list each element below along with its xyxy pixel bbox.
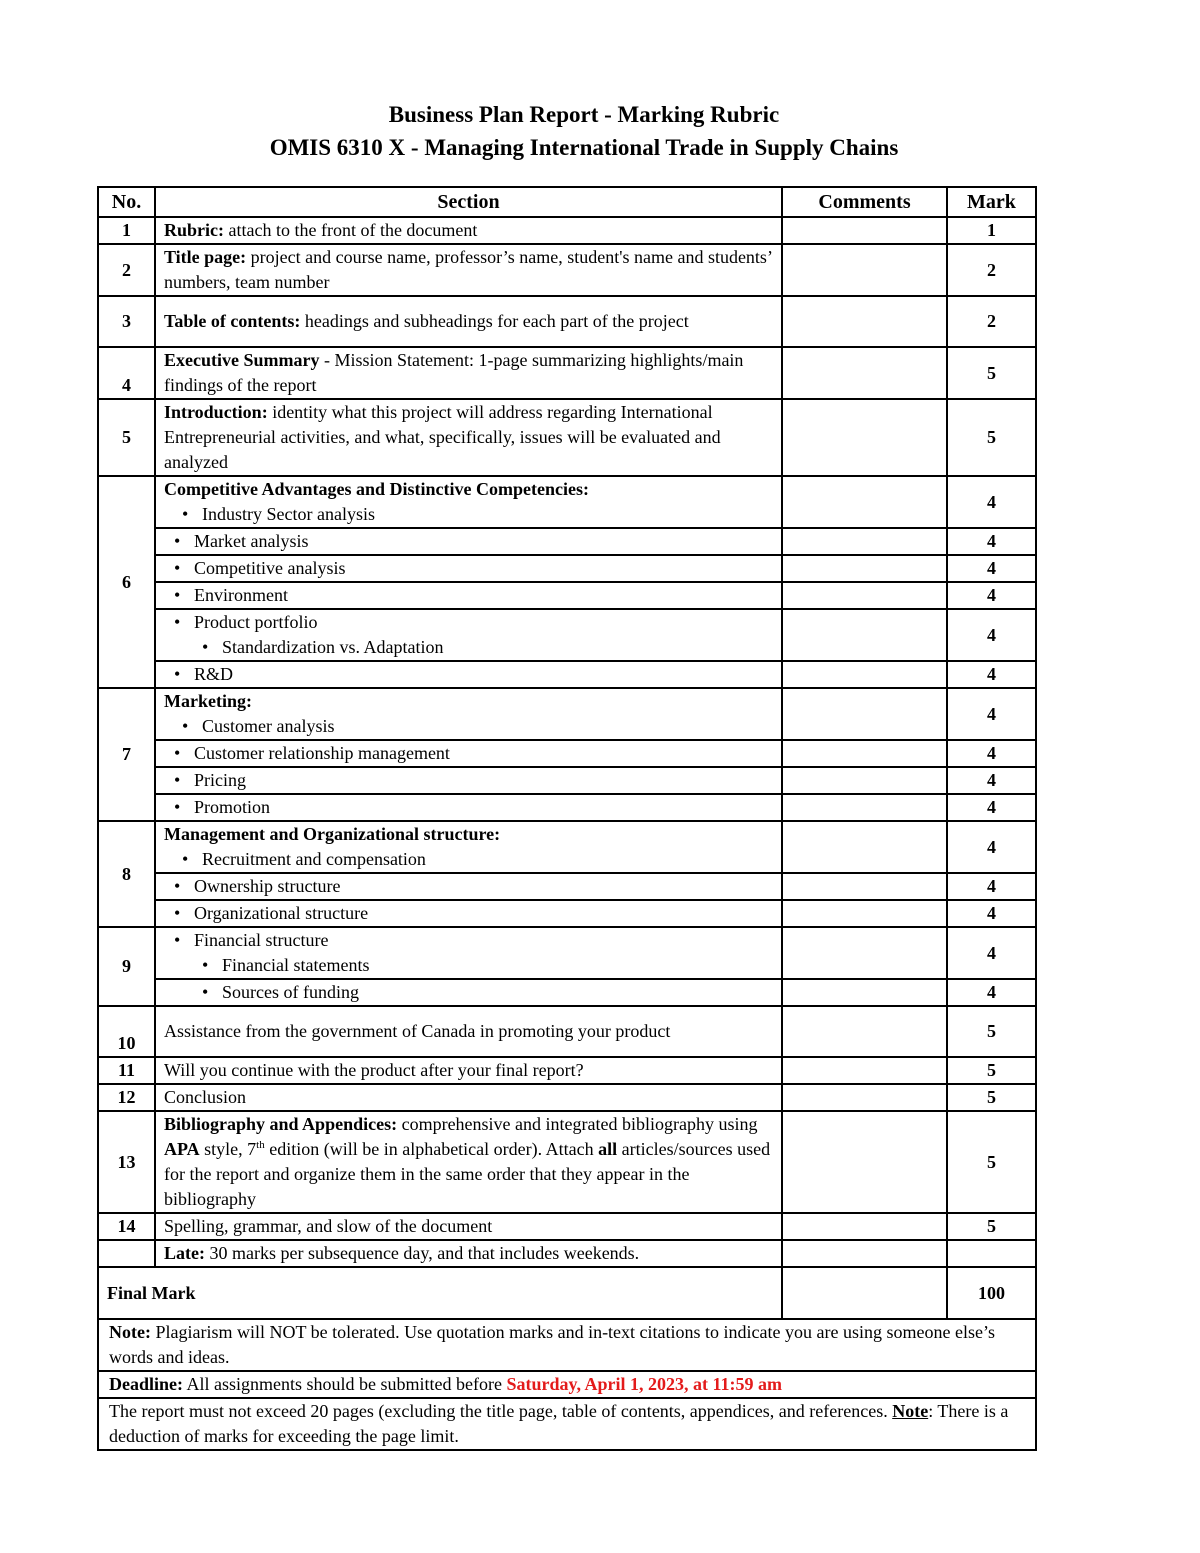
list-item: • Pricing — [155, 767, 782, 794]
list-item: • Product portfolio — [156, 610, 781, 635]
section-cell: Introduction: identity what this project will address regarding International Entrepreneurial activities, and what, specifically, issues will be evaluated and analyzed — [155, 399, 782, 476]
comments-cell — [782, 296, 947, 347]
table-row — [98, 688, 1036, 740]
section-cell: Conclusion — [155, 1084, 782, 1111]
title-line-1: Business Plan Report - Marking Rubric — [388, 102, 780, 127]
comments-cell — [782, 661, 947, 688]
section-cell — [155, 609, 782, 661]
mark-cell: 4 — [947, 740, 1036, 767]
mark-cell: 4 — [947, 528, 1036, 555]
list-item: • Standardization vs. Adaptation — [156, 635, 781, 660]
mark-cell: 4 — [947, 476, 1036, 528]
section-cell — [155, 821, 782, 873]
comments-cell — [782, 740, 947, 767]
mark-cell: 5 — [947, 1057, 1036, 1084]
mark-cell: 4 — [947, 794, 1036, 821]
list-item: • Organizational structure — [155, 900, 782, 927]
comments-cell — [782, 1213, 947, 1240]
table-row — [98, 1084, 1036, 1111]
mark-cell: 4 — [947, 927, 1036, 979]
page-limit-note: The report must not exceed 20 pages (excluding the title page, table of contents, appendices, and references. Note: There is a deduction of marks for exceeding the page limit. — [98, 1398, 1036, 1450]
header-mark: Mark — [947, 187, 1036, 217]
row-number: 4 — [98, 347, 155, 399]
comments-cell — [782, 609, 947, 661]
list-item: • Promotion — [155, 794, 782, 821]
mark-cell: 5 — [947, 1213, 1036, 1240]
section-cell — [155, 476, 782, 528]
table-row — [98, 1213, 1036, 1240]
header-section: Section — [155, 187, 782, 217]
list-item: • Customer relationship management — [155, 740, 782, 767]
table-row — [98, 900, 1036, 927]
table-row — [98, 767, 1036, 794]
list-item: • Financial statements — [156, 953, 781, 978]
table-row — [98, 794, 1036, 821]
table-row — [98, 821, 1036, 873]
mark-cell: 4 — [947, 555, 1036, 582]
section-cell: Rubric: attach to the front of the document — [155, 217, 782, 244]
comments-cell — [782, 347, 947, 399]
table-row — [98, 979, 1036, 1006]
comments-cell — [782, 555, 947, 582]
page-limit-row — [98, 1398, 1036, 1450]
late-row — [98, 1240, 1036, 1267]
mark-cell: 2 — [947, 296, 1036, 347]
list-item: • Market analysis — [155, 528, 782, 555]
mark-cell: 4 — [947, 688, 1036, 740]
final-mark-row — [98, 1267, 1036, 1319]
comments-cell — [782, 979, 947, 1006]
plagiarism-note: Note: Plagiarism will NOT be tolerated. Use quotation marks and in-text citations to indicate you are using someone else’s words and ideas. — [98, 1319, 1036, 1371]
mark-cell: 4 — [947, 821, 1036, 873]
table-row — [98, 740, 1036, 767]
mark-cell: 1 — [947, 217, 1036, 244]
comments-cell — [782, 528, 947, 555]
deadline-note: Deadline: All assignments should be submitted before Saturday, April 1, 2023, at 11:59 am — [98, 1371, 1036, 1398]
row-number: 7 — [98, 688, 155, 821]
comments-cell — [782, 476, 947, 528]
list-item: • R&D — [155, 661, 782, 688]
row-number: 12 — [98, 1084, 155, 1111]
list-item: • Financial structure — [156, 928, 781, 953]
list-item: • Recruitment and compensation — [164, 847, 773, 872]
comments-cell — [782, 1267, 947, 1319]
table-row — [98, 582, 1036, 609]
comments-cell — [782, 1057, 947, 1084]
row-number — [98, 1240, 155, 1267]
mark-cell: 4 — [947, 661, 1036, 688]
mark-cell: 4 — [947, 979, 1036, 1006]
comments-cell — [782, 873, 947, 900]
header-row — [98, 187, 1036, 217]
comments-cell — [782, 688, 947, 740]
mark-cell: 4 — [947, 873, 1036, 900]
section-cell: Will you continue with the product after your final report? — [155, 1057, 782, 1084]
table-row — [98, 399, 1036, 476]
comments-cell — [782, 821, 947, 873]
table-row — [98, 927, 1036, 979]
deadline-date: Saturday, April 1, 2023, at 11:59 am — [506, 1374, 782, 1394]
document-title — [0, 98, 1168, 164]
comments-cell — [782, 767, 947, 794]
mark-cell: 2 — [947, 244, 1036, 296]
table-row — [98, 476, 1036, 528]
mark-cell — [947, 1240, 1036, 1267]
final-mark-label: Final Mark — [98, 1267, 782, 1319]
table-row — [98, 217, 1036, 244]
section-cell: Late: 30 marks per subsequence day, and that includes weekends. — [155, 1240, 782, 1267]
row-number: 10 — [98, 1006, 155, 1057]
marking-rubric-table — [97, 186, 1037, 1451]
list-item: • Environment — [155, 582, 782, 609]
header-no: No. — [98, 187, 155, 217]
header-comments: Comments — [782, 187, 947, 217]
table-row — [98, 873, 1036, 900]
table-row — [98, 609, 1036, 661]
comments-cell — [782, 794, 947, 821]
comments-cell — [782, 1084, 947, 1111]
section-cell: Spelling, grammar, and slow of the document — [155, 1213, 782, 1240]
mark-cell: 4 — [947, 900, 1036, 927]
mark-cell: 4 — [947, 609, 1036, 661]
table-row — [98, 296, 1036, 347]
section-cell: Executive Summary - Mission Statement: 1-page summarizing highlights/main findings of the report — [155, 347, 782, 399]
deadline-row — [98, 1371, 1036, 1398]
list-item: • Ownership structure — [155, 873, 782, 900]
table-row — [98, 347, 1036, 399]
table-row — [98, 555, 1036, 582]
title-line-2: OMIS 6310 X - Managing International Trade in Supply Chains — [269, 135, 899, 160]
section-heading: Competitive Advantages and Distinctive Competencies: — [164, 479, 589, 499]
table-row — [98, 1111, 1036, 1213]
mark-cell: 5 — [947, 1111, 1036, 1213]
section-cell: Title page: project and course name, professor’s name, student's name and students’ numbers, team number — [155, 244, 782, 296]
table-row — [98, 528, 1036, 555]
row-number: 6 — [98, 476, 155, 688]
mark-cell: 5 — [947, 399, 1036, 476]
note-row — [98, 1319, 1036, 1371]
section-cell — [155, 688, 782, 740]
row-number: 13 — [98, 1111, 155, 1213]
comments-cell — [782, 900, 947, 927]
list-item: • Sources of funding — [155, 979, 782, 1006]
table-row — [98, 661, 1036, 688]
row-number: 14 — [98, 1213, 155, 1240]
list-item: • Industry Sector analysis — [164, 502, 773, 527]
row-number: 9 — [98, 927, 155, 1006]
mark-cell: 5 — [947, 347, 1036, 399]
section-cell: Bibliography and Appendices: comprehensive and integrated bibliography using APA style, 7th edition (will be in alphabetical order). Attach all articles/sources used for the report and organize them in the same order that they appear in the bibliography — [155, 1111, 782, 1213]
mark-cell: 5 — [947, 1084, 1036, 1111]
mark-cell: 5 — [947, 1006, 1036, 1057]
comments-cell — [782, 399, 947, 476]
row-number: 11 — [98, 1057, 155, 1084]
mark-cell: 4 — [947, 582, 1036, 609]
section-cell: Assistance from the government of Canada in promoting your product — [155, 1006, 782, 1057]
section-heading: Marketing: — [164, 691, 252, 711]
row-number: 3 — [98, 296, 155, 347]
final-mark-value: 100 — [947, 1267, 1036, 1319]
row-number: 2 — [98, 244, 155, 296]
comments-cell — [782, 1006, 947, 1057]
comments-cell — [782, 244, 947, 296]
row-number: 1 — [98, 217, 155, 244]
row-number: 5 — [98, 399, 155, 476]
table-row — [98, 1057, 1036, 1084]
list-item: • Customer analysis — [164, 714, 773, 739]
comments-cell — [782, 927, 947, 979]
section-heading: Management and Organizational structure: — [164, 824, 501, 844]
table-row — [98, 1006, 1036, 1057]
section-cell: Table of contents: headings and subheadings for each part of the project — [155, 296, 782, 347]
row-number: 8 — [98, 821, 155, 927]
comments-cell — [782, 582, 947, 609]
mark-cell: 4 — [947, 767, 1036, 794]
comments-cell — [782, 217, 947, 244]
comments-cell — [782, 1240, 947, 1267]
comments-cell — [782, 1111, 947, 1213]
section-cell — [155, 927, 782, 979]
list-item: • Competitive analysis — [155, 555, 782, 582]
table-row — [98, 244, 1036, 296]
